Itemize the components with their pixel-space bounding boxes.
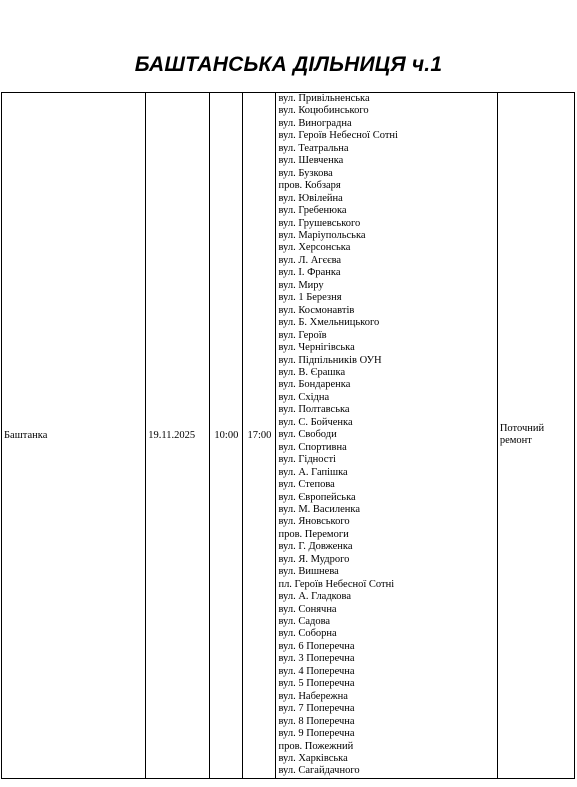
table-row — [2, 93, 575, 779]
list-item: пров. Пожежний — [278, 740, 354, 752]
list-item: вул. Я. Мудрого — [278, 553, 350, 565]
list-item: вул. Гребенюка — [278, 205, 347, 217]
start-time-cell: 10:00 — [210, 93, 243, 779]
outage-table — [1, 92, 575, 779]
list-item: вул. Степова — [278, 479, 335, 491]
list-item: вул. Підпільників ОУН — [278, 354, 382, 366]
list-item: вул. Г. Довженка — [278, 541, 353, 553]
list-item: вул. 1 Березня — [278, 292, 342, 304]
list-item: вул. Садова — [278, 616, 331, 628]
list-item: вул. Чернігівська — [278, 342, 355, 354]
list-item: вул. Виноградна — [278, 117, 352, 129]
list-item: вул. 7 Поперечна — [278, 703, 355, 715]
list-item: пл. Героїв Небесної Сотні — [278, 578, 395, 590]
list-item: вул. Маріупольська — [278, 229, 366, 241]
streets-cell — [276, 93, 497, 779]
list-item: вул. А. Гапішка — [278, 466, 348, 478]
list-item: вул. М. Василенка — [278, 503, 360, 515]
list-item: вул. Соборна — [278, 628, 337, 640]
list-item: вул. Героїв Небесної Сотні — [278, 130, 398, 142]
list-item: вул. Л. Агєєва — [278, 254, 342, 266]
list-item: вул. Європейська — [278, 491, 356, 503]
list-item: вул. Бузкова — [278, 167, 333, 179]
list-item: вул. Ювілейна — [278, 192, 343, 204]
list-item: вул. Грушевського — [278, 217, 361, 229]
list-item: вул. Херсонська — [278, 242, 351, 254]
list-item: вул. Коцюбинського — [278, 105, 369, 117]
street-list — [278, 93, 494, 778]
list-item: вул. Театральна — [278, 142, 349, 154]
list-item: вул. 5 Поперечна — [278, 678, 355, 690]
settlement-cell: Баштанка — [2, 93, 146, 779]
list-item: вул. Привільненська — [278, 93, 370, 104]
list-item: вул. Східна — [278, 391, 330, 403]
list-item: пров. Перемоги — [278, 528, 349, 540]
list-item: вул. Гідності — [278, 454, 336, 466]
list-item: вул. Свободи — [278, 429, 337, 441]
list-item: вул. Героїв — [278, 329, 327, 341]
list-item: вул. 4 Поперечна — [278, 665, 355, 677]
list-item: вул. А. Гладкова — [278, 591, 351, 603]
list-item: вул. Спортивна — [278, 441, 347, 453]
list-item: вул. Космонавтів — [278, 304, 355, 316]
list-item: вул. Вишнева — [278, 566, 339, 578]
list-item: вул. Шевченка — [278, 155, 344, 167]
list-item: вул. Набережна — [278, 690, 348, 702]
page-title: БАШТАНСЬКА ДІЛЬНИЦЯ ч.1 — [134, 53, 443, 76]
list-item: вул. Харківська — [278, 753, 348, 765]
list-item: вул. Миру — [278, 279, 324, 291]
list-item: вул. Яновського — [278, 516, 350, 528]
list-item: вул. 6 Поперечна — [278, 640, 355, 652]
list-item: вул. С. Бойченка — [278, 416, 353, 428]
list-item: вул. В. Єрашка — [278, 366, 346, 378]
list-item: вул. Б. Хмельницького — [278, 317, 380, 329]
end-time-cell: 17:00 — [243, 93, 276, 779]
reason-cell: Поточний ремонт — [497, 93, 574, 779]
list-item: вул. Сонячна — [278, 603, 337, 615]
list-item: вул. Полтавська — [278, 404, 350, 416]
list-item: вул. 8 Поперечна — [278, 715, 355, 727]
date-cell: 19.11.2025 — [146, 93, 210, 779]
list-item: вул. Сагайдачного — [278, 765, 360, 777]
list-item: вул. І. Франка — [278, 267, 341, 279]
list-item: вул. 9 Поперечна — [278, 728, 355, 740]
list-item: вул. 3 Поперечна — [278, 653, 355, 665]
list-item: вул. Бондаренка — [278, 379, 351, 391]
list-item: пров. Кобзаря — [278, 180, 341, 192]
